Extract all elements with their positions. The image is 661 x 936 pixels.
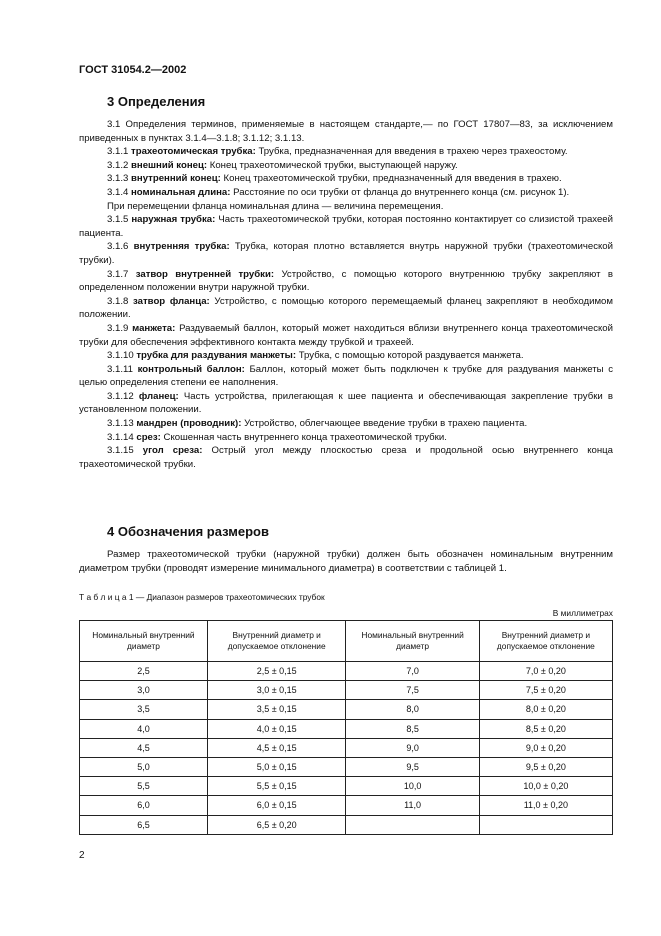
- table-cell: 8,5 ± 0,20: [479, 719, 612, 738]
- table-cell: 11,0: [346, 796, 479, 815]
- definition-text: Конец трахеотомической трубки, выступающей наружу.: [209, 159, 458, 171]
- table-cell: 9,5: [346, 757, 479, 776]
- definition-item: [79, 349, 613, 363]
- table-cell: 7,0 ± 0,20: [479, 662, 612, 681]
- table-row: [80, 700, 613, 719]
- definition-number: 3.1.2: [107, 159, 129, 171]
- table-header: Номинальный внутренний диаметр: [346, 621, 479, 662]
- definition-item: [79, 268, 613, 295]
- table-cell: 5,5: [80, 777, 208, 796]
- definition-number: 3.1.9: [107, 322, 129, 334]
- definition-text: Определения терминов, применяемые в настоящем стандарте,— по ГОСТ 17807—83, за исключением приведенных в пунктах 3.1.4—3.1.8; 3.1.12; 3.1.13.: [79, 119, 613, 144]
- table-cell: 6,5 ± 0,20: [207, 815, 346, 834]
- table-cell: 6,0: [80, 796, 208, 815]
- definition-term: фланец:: [138, 390, 179, 402]
- table-cell: 4,5 ± 0,15: [207, 738, 346, 757]
- definition-item: [79, 145, 613, 159]
- definition-number: 3.1.4: [107, 186, 129, 198]
- size-table: [79, 620, 613, 835]
- table-cell: 9,0 ± 0,20: [479, 738, 612, 757]
- table-row: [80, 662, 613, 681]
- definition-term: наружная трубка:: [131, 214, 216, 226]
- definition-text: Устройство, облегчающее введение трубки в трахею пациента.: [244, 418, 528, 430]
- definition-term: срез:: [136, 431, 161, 443]
- definition-number: 3.1.12: [107, 390, 134, 402]
- table-header: Внутренний диаметр и допускаемое отклонение: [207, 621, 346, 662]
- table-row: [80, 757, 613, 776]
- table-cell: 3,5 ± 0,15: [207, 700, 346, 719]
- definition-text: Скошенная часть внутреннего конца трахеотомической трубки.: [163, 431, 447, 443]
- table-cell: 7,5 ± 0,20: [479, 681, 612, 700]
- definition-term: мандрен (проводник):: [136, 418, 242, 430]
- document-header: ГОСТ 31054.2—2002: [79, 64, 187, 76]
- table-cell: 9,5 ± 0,20: [479, 757, 612, 776]
- definition-term: манжета:: [132, 322, 176, 334]
- table-cell: 11,0 ± 0,20: [479, 796, 612, 815]
- table-cell: 7,5: [346, 681, 479, 700]
- definition-number: 3.1.10: [107, 350, 134, 362]
- table-caption: Т а б л и ц а 1 — Диапазон размеров трахеотомических трубок: [79, 592, 325, 602]
- table-cell: 3,0: [80, 681, 208, 700]
- definition-term: трубка для раздувания манжеты:: [136, 350, 297, 362]
- table-row: [80, 738, 613, 757]
- table-cell: 5,0 ± 0,15: [207, 757, 346, 776]
- definition-item: [79, 431, 613, 445]
- definition-term: контрольный баллон:: [137, 363, 245, 375]
- definition-item: [79, 240, 613, 267]
- definition-number: 3.1.1: [107, 146, 129, 158]
- definition-item: [79, 444, 613, 471]
- table-cell: 2,5 ± 0,15: [207, 662, 346, 681]
- definition-term: затвор фланца:: [133, 295, 210, 307]
- definition-text: Расстояние по оси трубки от фланца до внутреннего конца (см. рисунок 1).: [233, 186, 570, 198]
- definition-item: [79, 172, 613, 186]
- table-unit: В миллиметрах: [552, 608, 613, 618]
- table-cell: 6,0 ± 0,15: [207, 796, 346, 815]
- definition-number: 3.1.8: [107, 295, 129, 307]
- definition-number: 3.1.7: [107, 268, 129, 280]
- definition-term: номинальная длина:: [131, 186, 231, 198]
- table-row: [80, 681, 613, 700]
- section-3-title: 3 Определения: [107, 94, 206, 109]
- definition-term: внешний конец:: [131, 159, 208, 171]
- definition-text: Острый угол между плоскостью среза и продольной осью внутреннего конца трахеотомической трубки.: [79, 445, 613, 470]
- definition-item: [79, 200, 613, 214]
- table-cell: 4,5: [80, 738, 208, 757]
- definition-term: затвор внутренней трубки:: [135, 268, 275, 280]
- table-cell: 5,0: [80, 757, 208, 776]
- table-cell: 9,0: [346, 738, 479, 757]
- table-cell: 3,0 ± 0,15: [207, 681, 346, 700]
- definitions-list: [79, 118, 613, 471]
- definition-item: [79, 213, 613, 240]
- definition-item: [79, 159, 613, 173]
- definition-number: 3.1.14: [107, 431, 134, 443]
- table-cell: 4,0 ± 0,15: [207, 719, 346, 738]
- table-header: Внутренний диаметр и допускаемое отклонение: [479, 621, 612, 662]
- table-cell: 8,0 ± 0,20: [479, 700, 612, 719]
- definition-item: [79, 363, 613, 390]
- definition-text: Раздуваемый баллон, который может находиться вблизи внутреннего конца трахеотомической трубки для обеспечения эффективного контакта между трубкой и трахеей.: [79, 322, 613, 348]
- page-number: 2: [79, 850, 85, 861]
- table-cell: [479, 815, 612, 834]
- definition-item: [79, 186, 613, 200]
- definition-item: [79, 295, 613, 322]
- table-cell: 8,0: [346, 700, 479, 719]
- definition-text: Часть трахеотомической трубки, которая постоянно контактирует со слизистой трахеей пациента.: [79, 214, 613, 239]
- table-row: [80, 796, 613, 815]
- table-row: [80, 777, 613, 796]
- table-cell: 6,5: [80, 815, 208, 834]
- definition-number: 3.1.6: [107, 241, 129, 253]
- table-cell: 5,5 ± 0,15: [207, 777, 346, 796]
- definition-number: 3.1.3: [107, 173, 129, 185]
- table-cell: 10,0: [346, 777, 479, 796]
- section-4-text: Размер трахеотомической трубки (наружной трубки) должен быть обозначен номинальным внутренним диаметром трубки (проводят измерение минимального диаметра) в соответствии с таблицей 1.: [79, 549, 613, 574]
- section-4-title: 4 Обозначения размеров: [107, 524, 269, 539]
- definition-number: 3.1.15: [107, 445, 134, 457]
- definition-term: угол среза:: [142, 445, 203, 457]
- definition-text: Баллон, который может быть подключен к трубке для раздувания манжеты с целью определения степени ее наполнения.: [79, 363, 614, 389]
- definition-text: Трубка, которая плотно вставляется внутрь наружной трубки (трахеотомической трубки).: [79, 241, 613, 266]
- table-row: [80, 815, 613, 834]
- table-cell: 4,0: [80, 719, 208, 738]
- definition-text: Трубка, предназначенная для введения в трахею через трахеостому.: [258, 146, 568, 158]
- definition-text: Часть устройства, прилегающая к шее пациента и обеспечивающая закрепление трубки в установленном положении.: [79, 390, 614, 416]
- definition-number: 3.1: [107, 119, 121, 130]
- definition-text: Конец трахеотомической трубки, предназначенный для введения в трахею.: [223, 173, 562, 185]
- definition-term: внутренняя трубка:: [133, 241, 230, 253]
- definition-text: Трубка, с помощью которой раздувается манжета.: [298, 350, 524, 362]
- table-cell: 7,0: [346, 662, 479, 681]
- definition-item: [79, 390, 613, 417]
- definition-term: трахеотомическая трубка:: [131, 146, 256, 158]
- table-cell: 10,0 ± 0,20: [479, 777, 612, 796]
- table-cell: 3,5: [80, 700, 208, 719]
- table-cell: 8,5: [346, 719, 479, 738]
- definition-number: 3.1.11: [107, 363, 133, 375]
- table-row: [80, 719, 613, 738]
- definition-item: [79, 322, 613, 349]
- definition-text: Устройство, с помощью которого внутреннюю трубку закрепляют в определенном положении внутри наружной трубки.: [79, 268, 614, 294]
- definition-item: [79, 417, 613, 431]
- definition-term: внутренний конец:: [131, 173, 221, 185]
- table-cell: 2,5: [80, 662, 208, 681]
- table-header: Номинальный внутренний диаметр: [80, 621, 208, 662]
- definition-item: [79, 118, 613, 145]
- definition-number: 3.1.13: [107, 418, 134, 430]
- definition-text: При перемещении фланца номинальная длина — величина перемещения.: [107, 200, 444, 212]
- definition-number: 3.1.5: [107, 214, 129, 226]
- table-cell: [346, 815, 479, 834]
- definition-text: Устройство, с помощью которого перемещаемый фланец закрепляют в необходимом положении.: [79, 295, 613, 321]
